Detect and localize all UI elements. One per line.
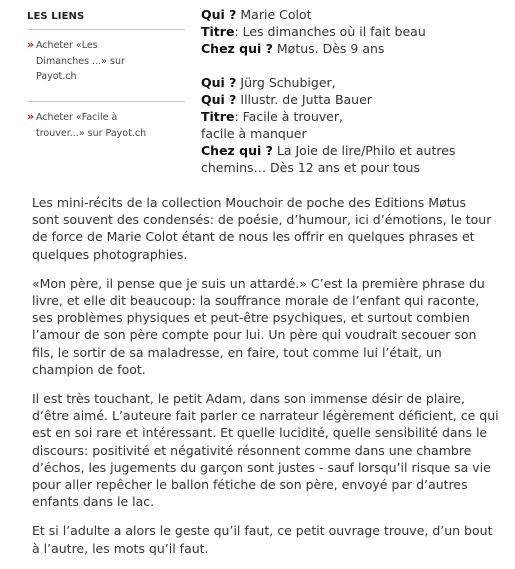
book-info-box xyxy=(201,6,501,176)
text-line: est en soi rare et intéressant. Et quelle lucidité, quelle sensibilité dans le xyxy=(32,425,488,441)
text-line: discours: positivité et négativité résonnent comme dans une chambre xyxy=(32,442,472,458)
article-body xyxy=(32,194,499,569)
text-line: Il est très touchant, le petit Adam, dans son immense désir de plaire, xyxy=(32,391,465,407)
book1-author: Qui ? Marie Colot xyxy=(201,7,312,22)
link-text-line[interactable]: Acheter «Facile à xyxy=(36,112,118,123)
text-line: l’amour de son père compte pour lui. Un père qui voudrait secouer son xyxy=(32,327,477,343)
link-buy-les-dimanches[interactable] xyxy=(27,30,185,102)
paragraph xyxy=(32,194,492,263)
text-line: à l’autre, les mots qu’il faut. xyxy=(32,540,209,556)
book2-author: Qui ? Jürg Schubiger, xyxy=(201,75,336,90)
text-line: champion de foot. xyxy=(32,361,146,377)
text-line: sont souvent des condensés: de poésie, d’humour, ici d’émotions, le tour xyxy=(32,212,492,228)
text-line: pour aller repêcher le ballon fétiche de son père, envoyé par d’autres xyxy=(32,477,468,493)
book2-illustrator: Qui ? Illustr. de Jutta Bauer xyxy=(201,92,372,107)
book2-publisher-cont: chemins… Dès 12 ans et pour tous xyxy=(201,160,420,175)
text-line: Et si l’adulte a alors le geste qu’il faut, ce petit ouvrage trouve, d’un bout xyxy=(32,523,493,539)
text-line: fils, le sortir de sa maladresse, en faire, tout comme lui l’était, un xyxy=(32,344,442,360)
paragraph xyxy=(32,275,484,378)
link-buy-facile-a-trouver[interactable] xyxy=(27,102,185,153)
text-line: ses problèmes physiques et peut-être psychiques, et surtout combien xyxy=(32,310,470,326)
link-text-line[interactable]: trouver...» sur Payot.ch xyxy=(36,127,147,139)
paragraph xyxy=(32,390,499,510)
link-text-line[interactable]: Payot.ch xyxy=(36,71,77,82)
bullet-icon: » xyxy=(27,110,35,123)
book2-publisher: Chez qui ? La Joie de lire/Philo et autres xyxy=(201,143,456,158)
text-line: d’être aimé. L’auteure fait parler ce narrateur légèrement déficient, ce qui xyxy=(32,408,499,424)
text-line: enfants dans le lac. xyxy=(32,494,155,510)
text-line: quelques photographies. xyxy=(32,246,188,262)
book1-publisher: Chez qui ? Møtus. Dès 9 ans xyxy=(201,41,385,56)
book2-title-cont: facile à manquer xyxy=(201,126,307,141)
text-line: Les mini-récits de la collection Mouchoir de poche des Editions Møtus xyxy=(32,195,467,210)
text-line: «Mon père, il pense que je suis un attardé.» C’est la première phrase du xyxy=(32,275,485,291)
text-line: livre, et elle dit beaucoup: la souffrance morale de l’enfant qui raconte, xyxy=(32,293,480,309)
text-line: de force de Marie Colot étant de nous les offrir en quelques phrases et xyxy=(32,229,475,245)
book1-title: Titre: Les dimanches où il fait beau xyxy=(201,24,426,39)
sidebar-title: LES LIENS xyxy=(27,7,185,30)
link-text-line[interactable]: Acheter «Les xyxy=(36,40,98,51)
text-line: d’échos, les jugements du garçon sont justes - sauf lorsqu’il risque sa vie xyxy=(32,459,491,475)
links-sidebar xyxy=(27,7,185,153)
paragraph xyxy=(32,522,493,556)
link-text-line[interactable]: Dimanches ...» sur xyxy=(36,55,125,67)
bullet-icon: » xyxy=(27,38,35,51)
book2-title: Titre: Facile à trouver, xyxy=(201,109,343,124)
